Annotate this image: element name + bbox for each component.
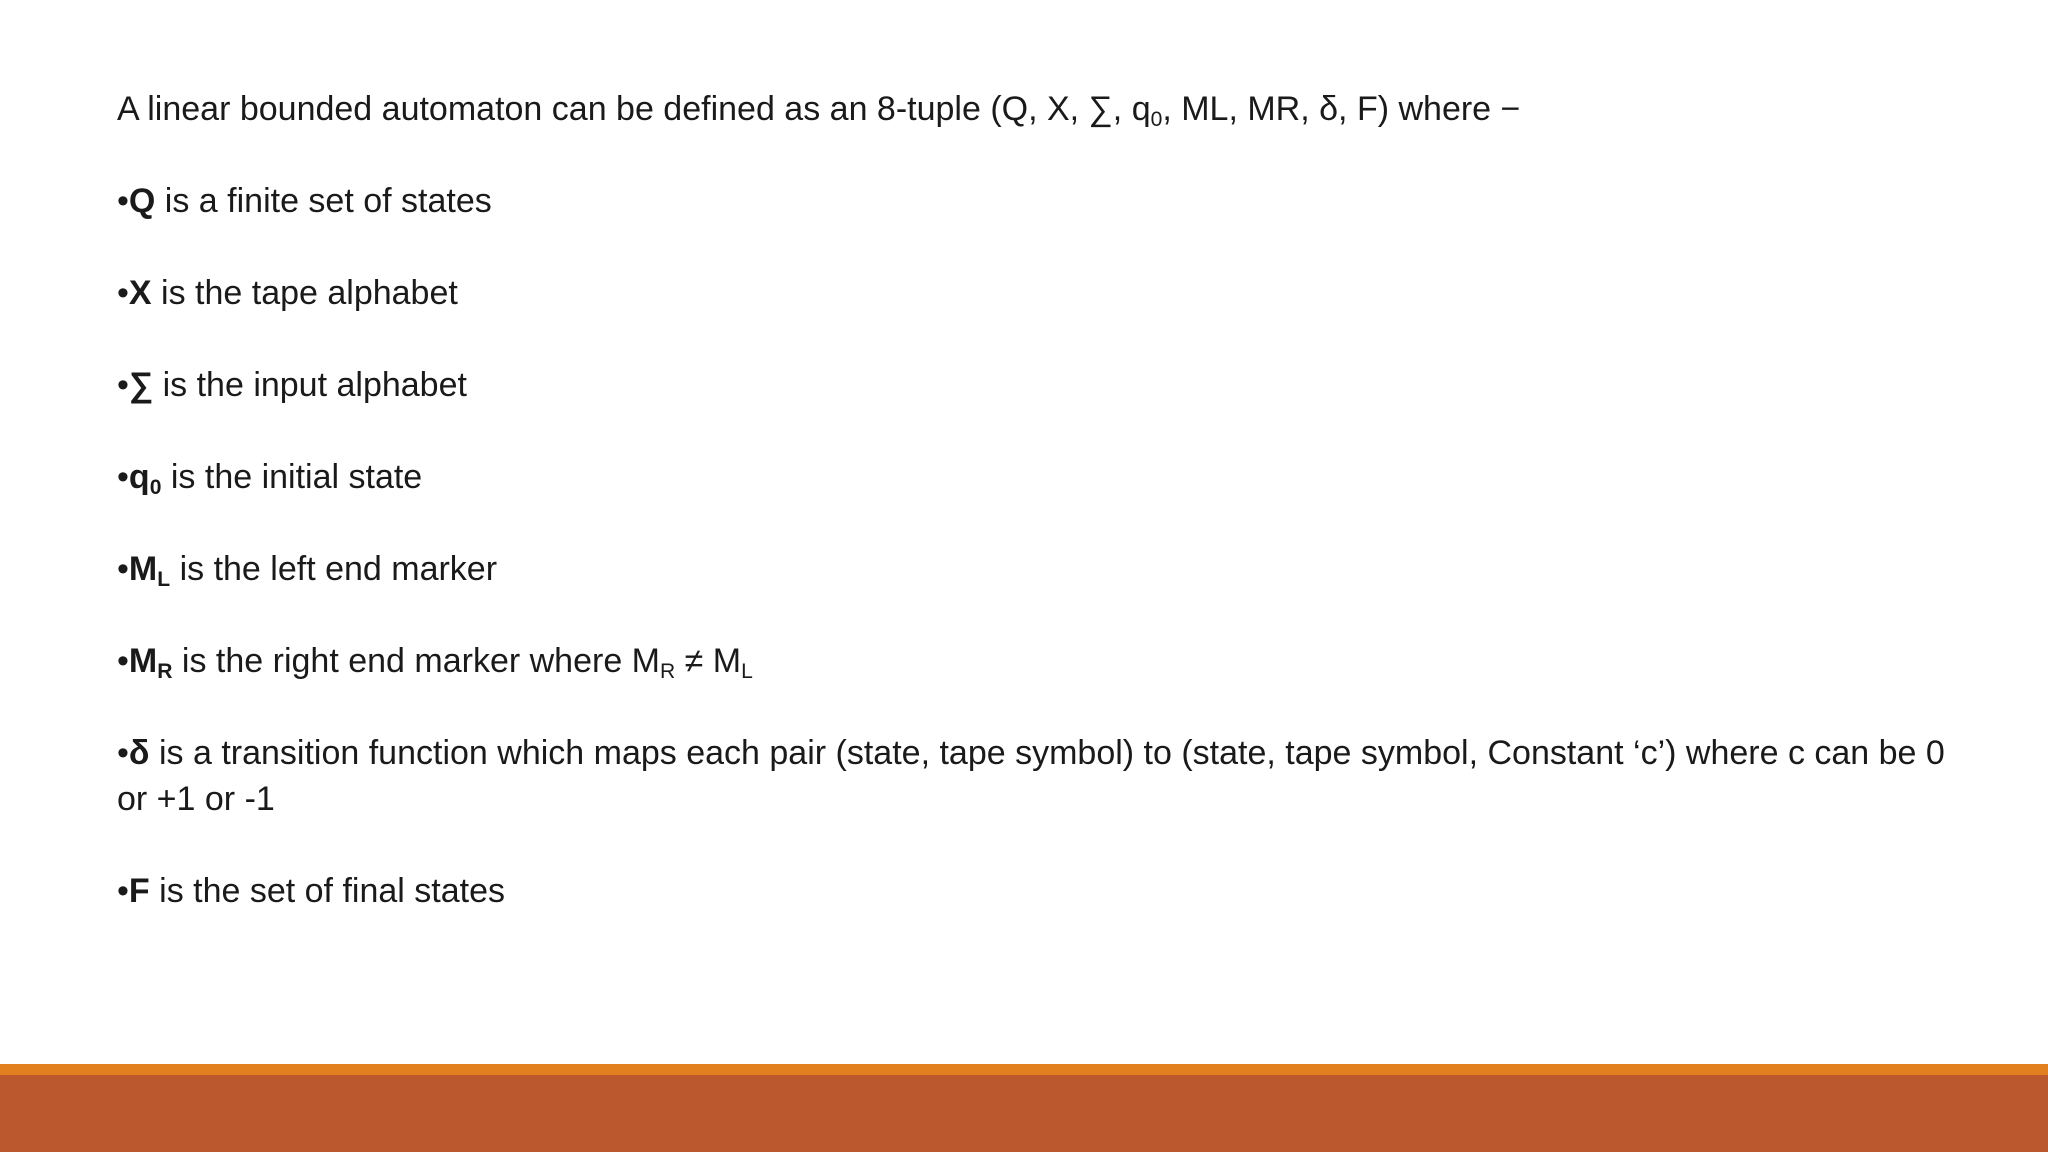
bullet-mr xyxy=(117,638,753,684)
bullet-extra-text: ≠ M xyxy=(675,642,742,680)
bullet-ml xyxy=(117,546,497,592)
bullet-x xyxy=(117,270,458,316)
bullet-dot: • xyxy=(117,182,129,220)
bullet-term: Q xyxy=(128,182,156,220)
intro-text-1: A linear bounded automaton can be defined as an 8-tuple (Q, X, ∑, q xyxy=(117,90,1151,128)
bullet-term: M xyxy=(128,642,158,680)
bullet-text: is the input alphabet xyxy=(153,366,467,404)
bullet-term: F xyxy=(128,872,150,910)
footer-bar xyxy=(0,1075,2048,1152)
bullet-text: is the right end marker where M xyxy=(172,642,660,680)
intro-line xyxy=(117,86,1520,132)
bullet-text: is the left end marker xyxy=(170,550,498,588)
bullet-term: X xyxy=(128,274,152,312)
bullet-dot: • xyxy=(117,550,129,588)
bullet-f xyxy=(117,868,505,914)
bullet-sigma xyxy=(117,362,467,408)
bullet-text: is the initial state xyxy=(161,458,423,496)
bullet-term: q xyxy=(128,458,150,496)
bullet-extra-sub: R xyxy=(660,659,676,683)
bullet-extra-sub: L xyxy=(741,659,753,683)
bullet-term-sub: 0 xyxy=(149,475,162,499)
bullet-dot: • xyxy=(117,734,129,772)
bullet-term: ∑ xyxy=(128,366,154,404)
intro-text-2: , ML, MR, δ, F) where − xyxy=(1162,90,1521,128)
bullet-term-sub: R xyxy=(157,659,173,683)
intro-sub: 0 xyxy=(1150,107,1163,131)
bullet-text: is a finite set of states xyxy=(155,182,492,220)
bullet-dot: • xyxy=(117,274,129,312)
bullet-dot: • xyxy=(117,872,129,910)
bullet-dot: • xyxy=(117,366,129,404)
bullet-term: M xyxy=(128,550,158,588)
bullet-q0 xyxy=(117,454,422,500)
bullet-text: is the tape alphabet xyxy=(151,274,458,312)
bullet-dot: • xyxy=(117,458,129,496)
bullet-dot: • xyxy=(117,642,129,680)
bullet-text: is a transition function which maps each pair (state, tape symbol) to (state, tape symbol, Constant ‘c’) where c can be 0 or +1 or -1 xyxy=(117,734,1945,818)
bullet-term: δ xyxy=(128,734,150,772)
bullet-term-sub: L xyxy=(157,567,171,591)
bullet-delta xyxy=(117,730,1947,822)
footer-accent-bar xyxy=(0,1064,2048,1075)
bullet-q xyxy=(117,178,492,224)
bullet-text: is the set of final states xyxy=(149,872,505,910)
